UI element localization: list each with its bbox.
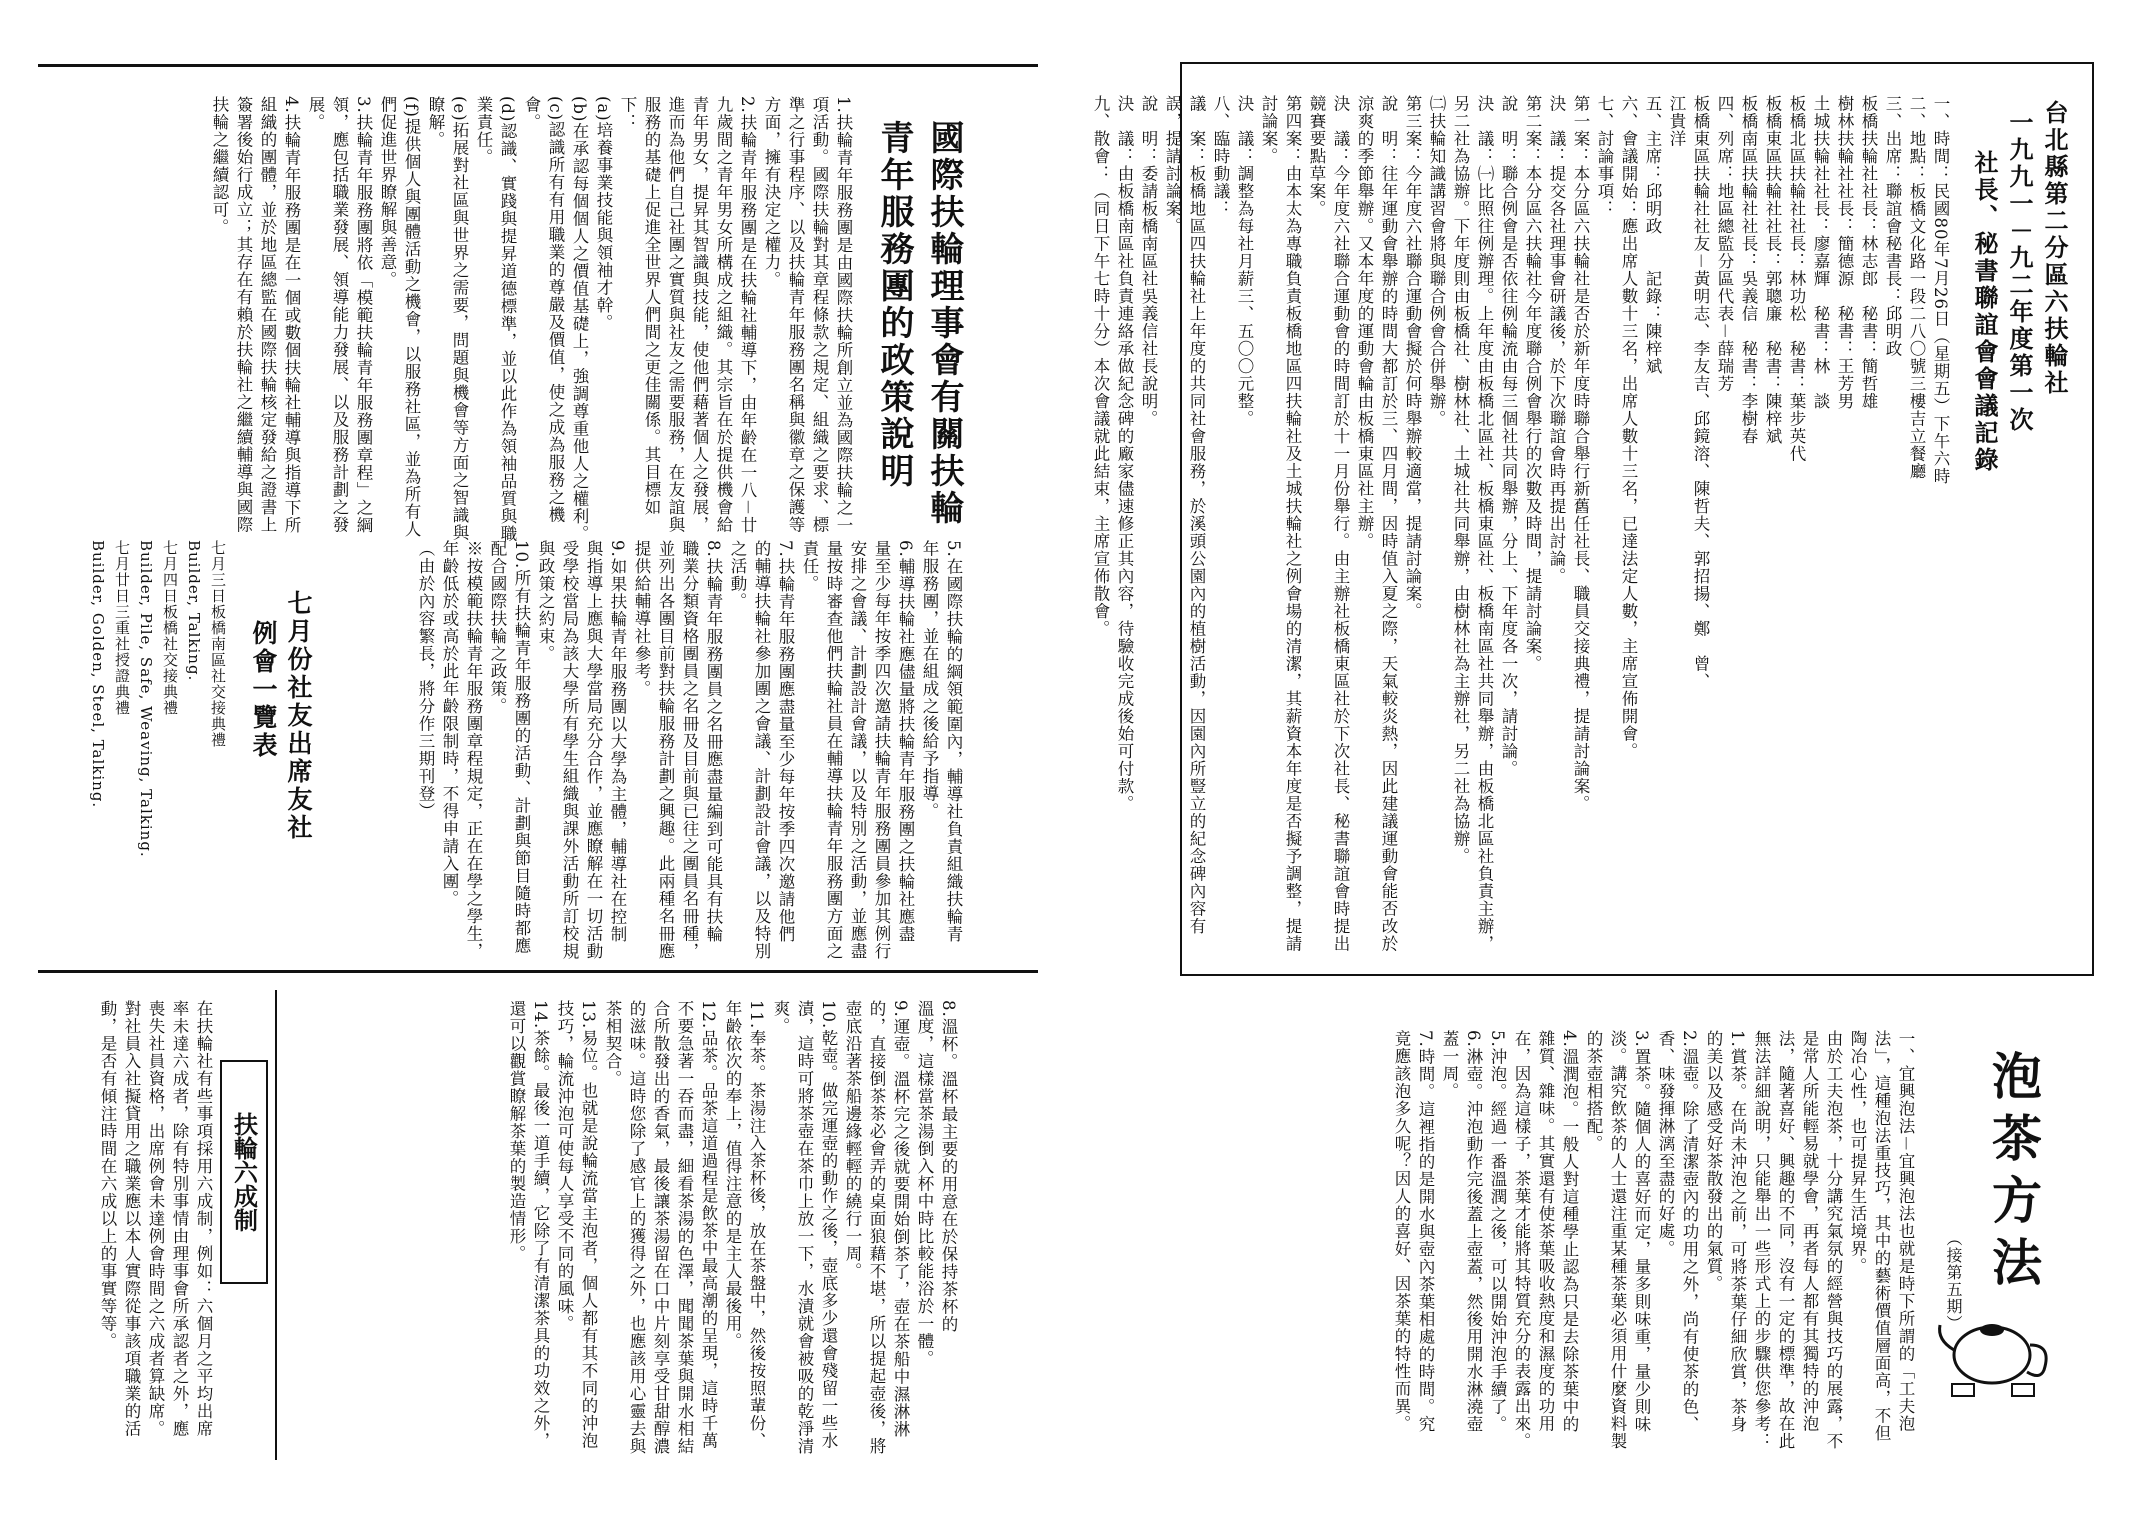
july-line: 七月三日板橋南區社交接典禮 bbox=[209, 540, 227, 748]
july-line: Builder, Golden, Steel, Talking. bbox=[89, 540, 107, 809]
minutes-line: 板橋東區扶輪社社友－黃明志、李友吉、邱鏡溶、陳哲夫、郭招揚、鄭 曾、 bbox=[1691, 95, 1710, 690]
july-line: 七月四日板橋社交接典禮 bbox=[161, 540, 179, 716]
tea-para: 溫度，這樣當茶湯倒入杯中時比較能浴於一體。 bbox=[915, 1000, 934, 1368]
policy-para: (b)在承認每個個人之價值基礎上，強調尊重他人之權利。 bbox=[570, 96, 589, 543]
tea-continued-text bbox=[300, 1000, 960, 1460]
minutes-line: 決 議：由板橋南區社負責連絡承做紀念碑的廠家儘速修正其內容，待驗收完成後始可付款。 bbox=[1115, 95, 1134, 813]
july-line: Builder, Talking. bbox=[185, 540, 203, 682]
minutes-line: 說 明：聯合例會是否依往例輪流由每三個社共同舉辦，分上、下年度各一次，請討論。 bbox=[1499, 95, 1518, 778]
minutes-title-2: 一九九一－九二年度第一次 bbox=[2005, 110, 2034, 434]
policy-para: 10.所有扶輪青年服務團的活動、計劃與節目隨時都應配合國際扶輪之政策。 bbox=[488, 540, 531, 955]
minutes-line: 板橋南區扶輪社社長：吳義信 秘書：李樹春 bbox=[1739, 95, 1758, 445]
six-title-box: 扶輪六成制 bbox=[220, 1060, 268, 1284]
minutes-line: 決 議：調整為每社月薪三、五〇〇元整。 bbox=[1235, 95, 1254, 428]
minutes-title-1: 台北縣第二分區六扶輪社 bbox=[2040, 100, 2069, 397]
section-divider bbox=[275, 990, 277, 1460]
minutes-line: 八、臨時動議： bbox=[1211, 95, 1230, 218]
minutes-line: ㈡扶輪知識講習會將與聯合例會合併舉辦。 bbox=[1427, 95, 1446, 428]
policy-title-1: 國際扶輪理事會有關扶輪 bbox=[924, 120, 964, 527]
minutes-line: 說 明：往年運動會舉辦的時間大都訂於三、四月間，因時值入夏之際，天氣較炎熱，因此建議運動會能否改於涼爽的季節舉辦。又本年度的運動會輪由板橋東區社主辦。 bbox=[1355, 95, 1398, 953]
policy-para: (c)認識所有有用職業的尊嚴及價值，使之成為服務之機會。 bbox=[522, 96, 565, 524]
policy-para: 5.在國際扶輪的綱領範圍內，輔導社負責組織扶輪青年服務團，並在組成之後給予指導。 bbox=[920, 540, 963, 943]
minutes-line: 決 議：㈠比照往例辦理。上年度由板橋北區社、板橋東區社、板橋南區社共同舉辦，由板橋北區社負責主辦，另二社為協辦。下年度則由板橋社、樹林社、土城社共同舉辦，由樹林社為主辦社，另二社為協辦。 bbox=[1451, 95, 1494, 953]
minutes-line: 板橋扶輪社社長：林志郎 秘書：簡哲雄 bbox=[1859, 95, 1878, 410]
july-line: 七月廿日三重社授證典禮 bbox=[113, 540, 131, 716]
policy-para: (f)提供個人與團體活動之機會，以服務社區，並為所有人們促進世界瞭解與善意。 bbox=[378, 96, 421, 538]
policy-para: 6.輔導扶輪社應儘量將扶輪青年服務團之扶輪社應盡量至少每年按季四次邀請扶輪青年服務團員參加其例行安排之會議、計劃設計會議，以及特別之活動，並應盡量按時審查他們扶輪社員在輔導扶輪青年服務團方面之責任。 bbox=[800, 540, 915, 960]
minutes-line: 二、地點：板橋文化路一段二八〇號三樓吉立餐廳 bbox=[1907, 95, 1926, 480]
tea-para: 一、宜興泡法－宜興泡法也就是時下所謂的「工夫泡法」，這種泡法重技巧，其中的藝術價值層面高，不但陶冶心性，也可提昇生活境界。 bbox=[1848, 1030, 1915, 1442]
tea-para: 由於工夫泡茶，十分講究氣氛的經營與技巧的展露，不是常人所能輕易就學會，再者每人都有其獨特的沖泡法，隨著喜好、興趣的不同，沒有一定的標準，故在此無法詳細說明，只能舉出一些形式上的步驟供您參考： bbox=[1752, 1030, 1843, 1450]
six-text bbox=[70, 1000, 215, 1440]
minutes-line: 議 案：板橋地區四扶輪社上年度的共同社會服務，於溪頭公園內的植樹活動，因園內所豎立的紀念碑內容有誤，提請討論案。 bbox=[1163, 95, 1206, 935]
minutes-line: 五、主席：邱明政 記錄：陳梓斌 bbox=[1643, 95, 1662, 375]
policy-para: (e)拓展對社區與世界之需要，問題與機會等方面之智識與瞭解。 bbox=[426, 96, 469, 542]
policy-para: 2.扶輪青年服務團是在扶輪社輔導下，由年齡在一八－廿九歲間之青年男女所構成之組織。其宗旨在於提供機會給青年男女，提昇其智識與技能，使他們藉著個人之發展，進而為他們自己社團之實質與社友之需要服務，在友誼與服務的基礎上促進全世界人們間之更佳關係。其目標如下： bbox=[618, 96, 757, 534]
july-line: Builder, Pile, Safe, Weaving, Talking. bbox=[137, 540, 155, 858]
tea-para: 14.茶餘。最後一道手續，它除了有清潔茶具的功效之外，還可以觀賞瞭解茶葉的製造情形。 bbox=[507, 1000, 550, 1450]
minutes-line: 樹林扶輪社社長：簡德源 秘書：王芳男 bbox=[1835, 95, 1854, 410]
minutes-line: 決 議：提交各社理事會研議後，於下次聯誼會時再提出討論。 bbox=[1547, 95, 1566, 585]
policy-para: 3.扶輪青年服務團將依「模範扶輪青年服務團章程」之綱領，應包括職業發展、領導能力發展、以及服務計劃之發展。 bbox=[306, 96, 373, 534]
right-page bbox=[1072, 0, 2144, 1536]
tea-para: 4.溫潤泡。一般人對這種學止認為只是去除茶葉中的雜質、雜味。其實還有使茶葉吸收熱度和濕度的功用在，因為這樣子，茶葉才能將其特質充分的表露出來。 bbox=[1512, 1030, 1579, 1450]
minutes-line: 六、會議開始：應出席人數十三名，出席人數十三名，已達法定人數，主席宣佈開會。 bbox=[1619, 95, 1638, 760]
tea-para: 9.運壺。溫杯完之後就要開始倒茶了，壺在茶船中濕淋淋的，直接倒茶茶必會弄的桌面狼藉不堪，所以提起壺後，將壺底沿著茶船邊緣輕輕的繞行一周。 bbox=[843, 1000, 910, 1455]
minutes-line: 四、列席：地區總監分區代表－薛瑞芳 bbox=[1715, 95, 1734, 393]
policy-para: 7.扶輪青年服務團應盡量至少每年按季四次邀請他們的輔導扶輪社參加團之會議、計劃設計會議，以及特別之活動。 bbox=[728, 540, 795, 960]
policy-para: 9.如果扶輪青年服務團以大學為主體，輔導社在控制與指導上應與大學當局充分合作，並應瞭解在一切活動受學校當局為該大學所有學生組織與課外活動所訂校規與政策之約束。 bbox=[536, 540, 627, 960]
top-rule bbox=[38, 64, 1038, 67]
policy-title-2: 青年服務團的政策說明 bbox=[874, 120, 914, 490]
minutes-title-3: 社長、秘書聯誼會會議記錄 bbox=[1970, 150, 1999, 474]
tea-para: 11.奉茶。茶湯注入茶杯後，放在茶盤中，然後按照輩份、年齡依次的奉上，值得注意的是主人最後用。 bbox=[723, 1000, 766, 1450]
tea-para: 2.溫壺。除了清潔壺內的功用之外，尚有使茶的色、香、味發揮淋漓至盡的好處。 bbox=[1656, 1030, 1699, 1433]
tea-para: 13.易位。也就是說輪流當主泡者，個人都有其不同的沖泡技巧，輪流沖泡可使每人享受不同的風味。 bbox=[555, 1000, 598, 1450]
middle-rule bbox=[38, 970, 1038, 973]
policy-text-lower bbox=[330, 540, 965, 960]
minutes-line: 說 明：委請板橋南區社吳義信社長說明。 bbox=[1139, 95, 1158, 428]
july-list bbox=[80, 540, 230, 960]
minutes-line: 第二案：本分區六扶輪社今年度聯合例會舉行的次數及時間，提請討論案。 bbox=[1523, 95, 1542, 673]
policy-para: （由於內容繁長，將分作三期刊登） bbox=[416, 540, 435, 820]
minutes-line: 第一案：本分區六扶輪社是否於新年度時聯合舉行新舊任社長、職員交接典禮，提請討論案。 bbox=[1571, 95, 1590, 813]
minutes-line: 七、討論事項： bbox=[1595, 95, 1614, 218]
tea-para: 5.沖泡。經過一番溫潤之後，可以開始沖泡手續了。 bbox=[1488, 1030, 1507, 1433]
tea-para: 8.溫杯。溫杯最主要的用意在於保持茶杯的 bbox=[939, 1000, 958, 1333]
minutes-line: 板橋北區扶輪社社長：林功松 秘書：葉步英代 bbox=[1787, 95, 1806, 463]
minutes-line: 第三案：今年度六社聯合運動會擬於何時舉辦較適當，提請討論案。 bbox=[1403, 95, 1422, 620]
six-para: 在扶輪社有些事項採用六成制，例如：六個月之平均出席率未達六成者，除有特別事情由理事會所承認者之外，應喪失社員資格，出席例會未達例會時間之六成者算缺席。對社員入社擬貸用之職業應以本人實際從事該項職業的活動，是否有傾注時間在六成以上的事實等等。 bbox=[98, 1000, 213, 1438]
minutes-line: 江貴洋 bbox=[1667, 95, 1686, 148]
minutes-line: 決 議：今年度六社聯合運動會的時間訂於十一月份舉行。由主辦社板橋東區社於下次社長、秘書聯誼會時提出競賽要點草案。 bbox=[1307, 95, 1350, 953]
tea-para: 12.品茶。品茶這道過程是飲茶中最高潮的呈現，這時千萬不要急著一吞而盡，細看茶湯的色澤，聞聞茶葉與開水相結合所散發出的香氣，最後讓茶湯留在口中片刻享受甘甜醇濃的滋味。這時您除了感官上的獲得之外，也應該用心靈去與茶相契合。 bbox=[603, 1000, 718, 1455]
policy-text bbox=[70, 96, 855, 546]
tea-para: 7.時間。這裡指的是開水與壺內茶葉相處的時間。究竟應該泡多久呢？因人的喜好、因茶葉的特性而異。 bbox=[1392, 1030, 1435, 1433]
policy-para: 8.扶輪青年服務團員之名冊應盡量編到可能具有扶輪職業分類資格團員之名冊及目前與已往之團員名冊種，並列出各團目前對扶輪服務計劃之興趣。此兩種名冊應提供給輔導社參考。 bbox=[632, 540, 723, 960]
tea-para: 10.乾壺。做完運壺的動作之後，壺底多少還會殘留一些水漬，這時可將茶壺在茶巾上放一下，水漬就會被吸的乾淨清爽。 bbox=[771, 1000, 838, 1455]
tea-text bbox=[1187, 1030, 1917, 1450]
july-title-2: 例會一覽表 bbox=[249, 620, 278, 760]
tea-para: 3.置茶。隨個人的喜好而定，量多則味重，量少則味淡。講究飲茶的人士還注重某種茶葉必須用什麼資料製的茶壺相搭配。 bbox=[1584, 1030, 1651, 1450]
minutes-line: 板橋東區扶輪社社長：郭聰廉 秘書：陳梓斌 bbox=[1763, 95, 1782, 445]
tea-para: 6.淋壺。沖泡動作完後蓋上壺蓋，然後用開水淋澆壺蓋一周。 bbox=[1440, 1030, 1483, 1433]
policy-para: ※按模範扶輪青年服務團章程規定，正在在學之學生，年齡低於或高於此年齡限制時，不得申請入團。 bbox=[440, 540, 483, 960]
policy-para: 1.扶輪青年服務團是由國際扶輪所創立並為國際扶輪之一項活動。國際扶輪對其章程條款之規定、組織之要求、標準之行事程序、以及扶輪青年服務團名稱與徽章之保護等方面，擁有決定之權力。 bbox=[762, 96, 853, 534]
minutes-line: 三、出席：聯誼會秘書長：邱明政 bbox=[1883, 95, 1902, 358]
policy-para: (d)認識、實踐與提昇道德標準，並以此作為領袖品質與職業責任。 bbox=[474, 96, 517, 543]
minutes-line: 第四案：由本太為專職負責板橋地區四扶輪社及土城扶輪社之例會場的清潔，其薪資本年度是否擬予調整，提請討論案。 bbox=[1259, 95, 1302, 953]
teapot-icon bbox=[1932, 1300, 2062, 1400]
minutes-line: 一、時間：民國80年7月26日（星期五）下午六時 bbox=[1931, 95, 1950, 485]
minutes-line: 土城扶輪社社長：廖嘉輝 秘書：林 談 bbox=[1811, 95, 1830, 410]
minutes-line: 九、散會：（同日下午七時十分）本次會議就此結束，主席宣佈散會。 bbox=[1091, 95, 1110, 638]
tea-para: 1.賞茶。在尚未沖泡之前，可將茶葉仔細欣賞，茶身的美以及感受好茶散發出的氣質。 bbox=[1704, 1030, 1747, 1433]
minutes-text bbox=[1091, 95, 1952, 955]
tea-title: 泡茶方法 bbox=[1984, 1050, 2043, 1298]
policy-para: (a)培養事業技能與領袖才幹。 bbox=[594, 96, 613, 332]
tea-subtitle: （接第五期） bbox=[1944, 1230, 1963, 1332]
policy-para: 4.扶輪青年服務團是在一個或數個扶輪社輔導與指導下所組織的團體，並於地區總監在國際扶輪核定發給之證書上簽署後始行成立；其存在有賴於扶輪社之繼續輔導與國際扶輪之繼續認可。 bbox=[210, 96, 301, 534]
july-title-1: 七月份社友出席友社 bbox=[284, 590, 313, 842]
